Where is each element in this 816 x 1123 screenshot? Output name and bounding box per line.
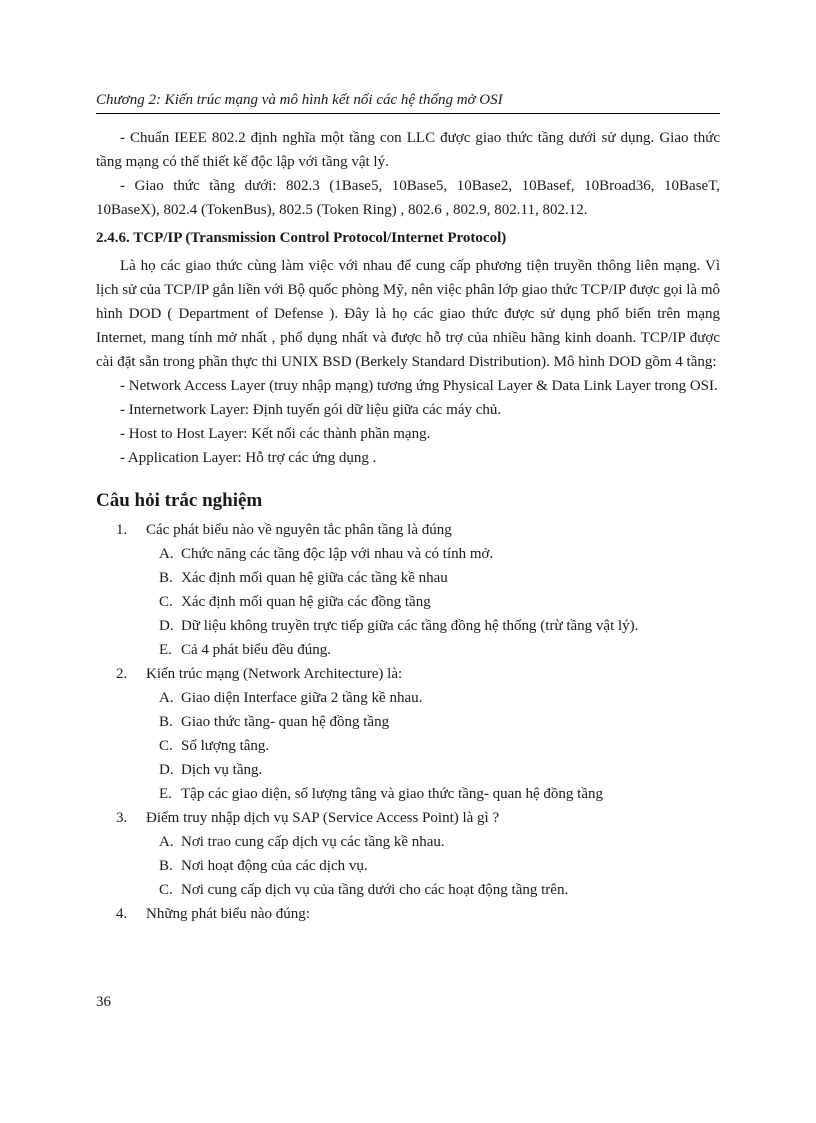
option-letter: C. — [159, 882, 173, 898]
option-text: Xác định mối quan hệ giữa các tầng kề nhau — [181, 570, 448, 586]
option-text: Nơi trao cung cấp dịch vụ các tầng kề nhau. — [181, 834, 445, 850]
question-item — [96, 518, 720, 542]
header-rule — [96, 113, 720, 114]
answer-option — [96, 566, 720, 590]
question-text: Kiến trúc mạng (Network Architecture) là: — [146, 666, 403, 682]
option-text: Tập các giao diện, số lượng tâng và giao thức tầng- quan hệ đồng tầng — [181, 786, 603, 802]
answer-option — [96, 830, 720, 854]
answer-option — [96, 854, 720, 878]
answer-option — [96, 614, 720, 638]
layer-item-host-to-host: - Host to Host Layer: Kết nối các thành phần mạng. — [120, 426, 431, 442]
option-letter: E. — [159, 786, 172, 802]
option-text: Xác định mối quan hệ giữa các đồng tầng — [181, 594, 431, 610]
answer-option — [96, 734, 720, 758]
option-letter: B. — [159, 570, 173, 586]
option-letter: D. — [159, 618, 174, 634]
answer-options — [96, 542, 720, 662]
question-list — [96, 518, 720, 926]
option-text: Dữ liệu không truyền trực tiếp giữa các tầng đồng hệ thống (trừ tầng vật lý). — [181, 618, 639, 634]
option-letter: C. — [159, 594, 173, 610]
question-number: 1. — [116, 522, 128, 538]
option-letter: B. — [159, 714, 173, 730]
layer-item-application: - Application Layer: Hỗ trợ các ứng dụng . — [120, 450, 377, 466]
question-item — [96, 806, 720, 830]
question-text: Điểm truy nhập dịch vụ SAP (Service Access Point) là gì ? — [146, 810, 500, 826]
quiz-title: Câu hỏi trắc nghiệm — [96, 490, 263, 511]
option-letter: A. — [159, 546, 174, 562]
option-text: Số lượng tâng. — [181, 738, 270, 754]
question-number: 3. — [116, 810, 128, 826]
question-number: 2. — [116, 666, 128, 682]
answer-option — [96, 758, 720, 782]
page-content — [96, 126, 720, 926]
answer-option — [96, 542, 720, 566]
option-text: Dịch vụ tầng. — [181, 762, 263, 778]
question-item — [96, 902, 720, 926]
option-text: Nơi hoạt động của các dịch vụ. — [181, 858, 368, 874]
option-text: Giao diện Interface giữa 2 tầng kề nhau. — [181, 690, 423, 706]
intro-paragraph-ieee-802-2: - Chuẩn IEEE 802.2 định nghĩa một tầng con LLC được giao thức tầng dưới sử dụng. Giao thức tầng mạng có thể thiết kế độc lập với tầng vật lý. — [96, 130, 720, 170]
question-text: Những phát biểu nào đúng: — [146, 906, 310, 922]
page-number: 36 — [96, 994, 111, 1010]
option-text: Chức năng các tầng độc lập với nhau và có tính mở. — [181, 546, 494, 562]
answer-option — [96, 590, 720, 614]
question-number: 4. — [116, 906, 128, 922]
option-text: Cả 4 phát biểu đều đúng. — [181, 642, 331, 658]
option-letter: A. — [159, 690, 174, 706]
answer-option — [96, 710, 720, 734]
intro-paragraph-lower-protocols: - Giao thức tầng dưới: 802.3 (1Base5, 10Base5, 10Base2, 10Basef, 10Broad36, 10BaseT, 10BaseX), 802.4 (TokenBus), 802.5 (Token Ring) , 802.6 , 802.9, 802.11, 802.12. — [96, 178, 720, 218]
section-body-paragraph: Là họ các giao thức cùng làm việc với nhau để cung cấp phương tiện truyền thông liên mạng. Vì lịch sử của TCP/IP gắn liền với Bộ quốc phòng Mỹ, nên việc phân lớp giao thức TCP/IP được gọi là mô hình DOD ( Department of Defense ). Đây là họ các giao thức được sử dụng phổ biến trên mạng Internet, mang tính mở nhất , phổ dụng nhất và được hỗ trợ của nhiều hãng kinh doanh. TCP/IP được cài đặt sẵn trong phần thực thi UNIX BSD (Berkely Standard Distribution). Mô hình DOD gồm 4 tầng: — [96, 258, 720, 370]
answer-option — [96, 638, 720, 662]
layer-item-network-access: - Network Access Layer (truy nhập mạng) tương ứng Physical Layer & Data Link Layer trong OSI. — [120, 378, 718, 394]
option-text: Nơi cung cấp dịch vụ của tầng dưới cho các hoạt động tầng trên. — [181, 882, 569, 898]
answer-option — [96, 878, 720, 902]
option-letter: B. — [159, 858, 173, 874]
question-text: Các phát biểu nào về nguyên tắc phân tầng là đúng — [146, 522, 452, 538]
answer-options — [96, 830, 720, 902]
section-heading-tcp-ip: 2.4.6. TCP/IP (Transmission Control Protocol/Internet Protocol) — [96, 230, 507, 246]
option-letter: A. — [159, 834, 174, 850]
answer-option — [96, 782, 720, 806]
option-text: Giao thức tầng- quan hệ đồng tầng — [181, 714, 390, 730]
running-header: Chương 2: Kiến trúc mạng và mô hình kết nối các hệ thống mở OSI — [96, 92, 503, 108]
answer-option — [96, 686, 720, 710]
option-letter: C. — [159, 738, 173, 754]
option-letter: E. — [159, 642, 172, 658]
option-letter: D. — [159, 762, 174, 778]
layer-item-internetwork: - Internetwork Layer: Định tuyến gói dữ liệu giữa các máy chủ. — [120, 402, 502, 418]
answer-options — [96, 686, 720, 806]
question-item — [96, 662, 720, 686]
